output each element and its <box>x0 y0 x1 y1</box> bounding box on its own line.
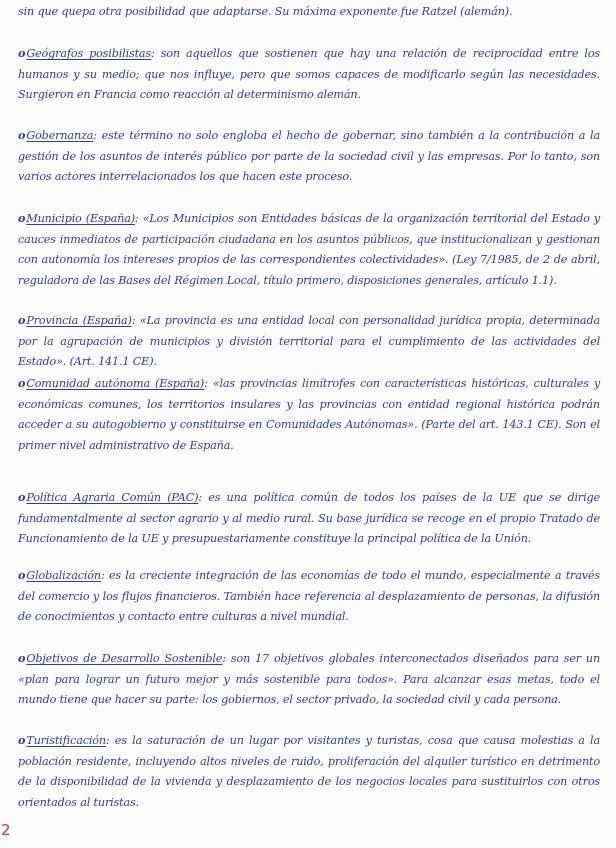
entry-definition: : es la creciente integración de las economías de todo el mundo, especialmente a través del comercio y los flujos financieros. También hace referencia al desplazamiento de personas, la difusión de conocimientos y contacto entre culturas a nivel mundial. <box>18 569 600 624</box>
entry-geografos-posibilistas <box>18 43 600 106</box>
entry-term: Provincia (España) <box>26 314 132 327</box>
intro-paragraph: sin que quepa otra posibilidad que adaptarse. Su máxima exponente fue Ratzel (alemán). <box>18 5 513 18</box>
entry-term: Municipio (España) <box>26 212 135 225</box>
entry-globalizacion <box>18 565 600 628</box>
entry-definition: : son 17 objetivos globales interconectados diseñados para ser un «plan para lograr un futuro mejor y más sostenible para todos». Para alcanzar esas metas, todo el mundo tiene que hacer su parte: los gobiernos, el sector privado, la sociedad civil y cada persona. <box>18 652 601 707</box>
entry-term: Objetivos de Desarrollo Sostenible <box>26 652 223 665</box>
entry-term: Gobernanza <box>26 129 94 142</box>
entry-provincia <box>18 310 600 373</box>
entry-definition: : es la saturación de un lugar por visitantes y turistas, cosa que causa molestias a la población residente, incluyendo altos niveles de ruido, proliferación del alquiler turístico en detrimento de la disponibilidad de la vivienda y desplazamiento de los negocios locales para sustituirlos con otros orientados al turistas. <box>18 734 600 809</box>
bullet-marker: o <box>18 733 26 747</box>
entry-definition: : «las provincias limítrofes con características históricas, culturales y económicas comunes, los territorios insulares y las provincias con entidad regional histórica podrán acceder a su autogobierno y constituirse en Comunidades Autónomas». (Parte del art. 143.1 CE). Son el primer nivel administrativo de España. <box>18 377 600 452</box>
entry-term: Globalización <box>26 569 101 582</box>
entry-term: Turistificación <box>26 734 106 747</box>
entry-definition: : «La provincia es una entidad local con personalidad jurídica propia, determinada por la agrupación de municipios y división territorial para el cumplimiento de las actividades del Estado». (Art. 141.1 CE). <box>18 314 600 369</box>
entry-definition: : son aquellos que sostienen que hay una relación de reciprocidad entre los humanos y su medio; que nos influye, pero que somos capaces de modificarlo según las necesidades. Surgieron en Francia como reacción al determinismo alemán. <box>18 47 601 102</box>
bullet-marker: o <box>18 46 26 60</box>
entry-ods <box>18 648 600 711</box>
bullet-marker: o <box>18 376 26 390</box>
page-number: 2 <box>1 821 11 839</box>
entry-term: Geógrafos posibilistas <box>26 47 152 60</box>
entry-municipio <box>18 208 600 291</box>
bullet-marker: o <box>18 128 26 142</box>
entry-comunidad-autonoma <box>18 373 600 456</box>
bullet-marker: o <box>18 568 26 582</box>
entry-term: Política Agraria Común (PAC) <box>26 491 199 504</box>
entry-definition: : este término no solo engloba el hecho de gobernar, sino también a la contribución a la gestión de los asuntos de interés público por parte de la sociedad civil y las empresas. Por lo tanto, son varios actores interrelacionados los que hacen este proceso. <box>18 129 600 184</box>
entry-gobernanza <box>18 125 600 188</box>
entry-definition: : «Los Municipios son Entidades básicas de la organización territorial del Estado y cauces inmediatos de participación ciudadana en los asuntos públicos, que institucionalizan y gestionan con autonomía los intereses propios de las correspondientes colectividades». (Ley 7/1985, de 2 de abril, reguladora de las Bases del Régimen Local, título primero, disposiciones generales, artículo 1.1). <box>18 212 600 287</box>
bullet-marker: o <box>18 490 26 504</box>
entry-term: Comunidad autónoma (España) <box>26 377 205 390</box>
entry-turistificacion <box>18 730 600 813</box>
bullet-marker: o <box>18 211 26 225</box>
bullet-marker: o <box>18 651 26 665</box>
entry-definition: : es una política común de todos los países de la UE que se dirige fundamentalmente al sector agrario y al medio rural. Su base jurídica se recoge en el propio Tratado de Funcionamiento de la UE y presupuestariamente constituye la principal política de la Unión. <box>18 491 601 546</box>
entry-pac <box>18 487 600 550</box>
bullet-marker: o <box>18 313 26 327</box>
